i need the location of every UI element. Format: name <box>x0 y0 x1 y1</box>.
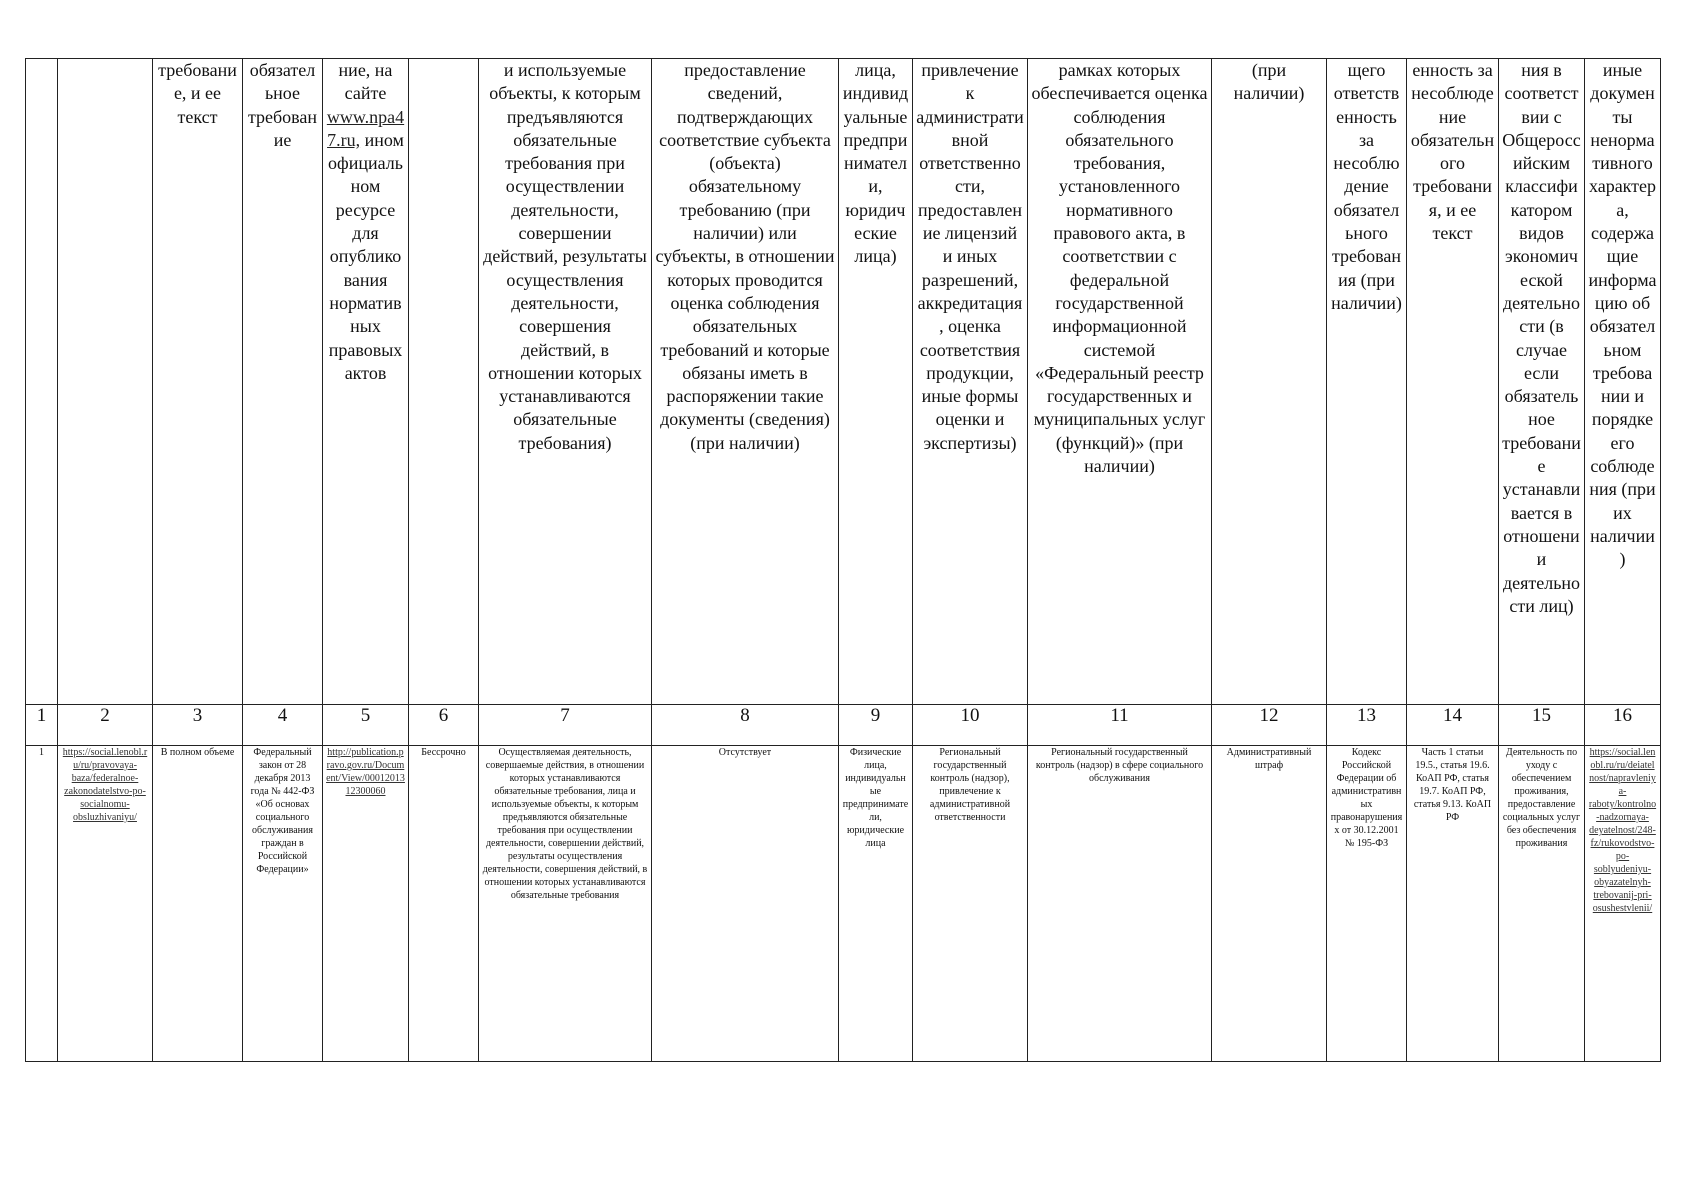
data-cell: Региональный государственный контроль (надзор), привлечение к административной ответственности <box>913 746 1028 1062</box>
npa47-link[interactable]: www.npa47.ru, <box>326 106 405 150</box>
column-number: 7 <box>479 705 652 746</box>
data-cell: Региональный государственный контроль (надзор) в сфере социального обслуживания <box>1028 746 1212 1062</box>
data-cell: Физические лица, индивидуальные предприниматели, юридические лица <box>839 746 913 1062</box>
column-number: 4 <box>243 705 323 746</box>
header-text: ином официальном ресурсе для опубликования нормативных правовых актов <box>328 129 404 383</box>
row-number: 1 <box>26 746 58 1062</box>
data-cell: Кодекс Российской Федерации об административных правонарушениях от 30.12.2001 № 195-ФЗ <box>1327 746 1407 1062</box>
table-row <box>26 746 1661 1062</box>
data-cell: Административный штраф <box>1212 746 1327 1062</box>
column-number: 6 <box>409 705 479 746</box>
header-cell <box>58 59 153 705</box>
column-number: 1 <box>26 705 58 746</box>
column-number: 9 <box>839 705 913 746</box>
column-number: 2 <box>58 705 153 746</box>
header-text: ние, на сайте <box>338 60 393 104</box>
requirements-table <box>25 58 1661 1062</box>
data-cell: В полном объеме <box>153 746 243 1062</box>
publication-pravo-link[interactable]: http://publication.pravo.gov.ru/Document/View/0001201312300060 <box>323 746 409 1062</box>
column-number: 11 <box>1028 705 1212 746</box>
header-cell: иные документы ненормативного характера, содержащие информацию об обязательном требовании и порядке его соблюдения (при их наличии) <box>1585 59 1661 705</box>
pravovaya-baza-link[interactable]: https://social.lenobl.ru/ru/pravovaya-baza/federalnoe-zakonodatelstvo-po-socialnomu-obsluzhivaniyu/ <box>58 746 153 1062</box>
header-cell: привлечение к административной ответственности, предоставление лицензий и иных разрешений, аккредитация, оценка соответствия продукции, иные формы оценки и экспертизы) <box>913 59 1028 705</box>
header-cell: (при наличии) <box>1212 59 1327 705</box>
header-cell: обязательное требование <box>243 59 323 705</box>
column-number: 12 <box>1212 705 1327 746</box>
header-cell: и используемые объекты, к которым предъявляются обязательные требования при осуществлении деятельности, совершении действий, результаты осуществления деятельности, совершения действий, в отношении которых устанавливаются обязательные требования) <box>479 59 652 705</box>
column-number: 10 <box>913 705 1028 746</box>
header-cell: енность за несоблюдение обязательного требования, и ее текст <box>1407 59 1499 705</box>
column-number: 14 <box>1407 705 1499 746</box>
data-cell: Осуществляемая деятельность, совершаемые действия, в отношении которых устанавливаются обязательные требования, лица и используемые объекты, к которым предъявляются обязательные требования при осуществлении деятельности, совершении действий, результаты осуществления деятельности, совершения действий, в отношении которых устанавливаются обязательные требования <box>479 746 652 1062</box>
header-cell: требование, и ее текст <box>153 59 243 705</box>
header-cell: ния в соответствии с Общероссийским классификатором видов экономической деятельности (в случае если обязательное требование устанавливается в отношении деятельности лиц) <box>1499 59 1585 705</box>
header-cell: предоставление сведений, подтверждающих соответствие субъекта (объекта) обязательному требованию (при наличии) или субъекты, в отношении которых проводится оценка соблюдения обязательных требований и которые обязаны иметь в распоряжении такие документы (сведения) (при наличии) <box>652 59 839 705</box>
header-row <box>26 59 1661 705</box>
header-cell: лица, индивидуальные предприниматели, юридические лица) <box>839 59 913 705</box>
data-cell: Бессрочно <box>409 746 479 1062</box>
column-number: 8 <box>652 705 839 746</box>
column-number: 15 <box>1499 705 1585 746</box>
header-cell-npa-site <box>323 59 409 705</box>
header-cell <box>409 59 479 705</box>
column-number: 3 <box>153 705 243 746</box>
data-cell: Часть 1 статьи 19.5., статья 19.6. КоАП РФ, статья 19.7. КоАП РФ, статья 9.13. КоАП РФ <box>1407 746 1499 1062</box>
column-number: 5 <box>323 705 409 746</box>
data-cell: Отсутствует <box>652 746 839 1062</box>
column-number-row <box>26 705 1661 746</box>
data-cell: Деятельность по уходу с обеспечением проживания, предоставление социальных услуг без обеспечения проживания <box>1499 746 1585 1062</box>
data-cell: Федеральный закон от 28 декабря 2013 года № 442-ФЗ «Об основах социального обслуживания граждан в Российской Федерации» <box>243 746 323 1062</box>
header-cell <box>26 59 58 705</box>
header-cell: рамках которых обеспечивается оценка соблюдения обязательного требования, установленного нормативного правового акта, в соответствии с федеральной государственной информационной системой «Федеральный реестр государственных и муниципальных услуг (функций)» (при наличии) <box>1028 59 1212 705</box>
guidance-link[interactable]: https://social.lenobl.ru/ru/deiatelnost/napravleniya-raboty/kontrolno-nadzornaya-deyatelnost/248-fz/rukovodstvo-po-soblyudeniyu-obyazatelnyh-trebovanij-pri-osushestvlenii/ <box>1585 746 1661 1062</box>
column-number: 16 <box>1585 705 1661 746</box>
column-number: 13 <box>1327 705 1407 746</box>
header-cell: щего ответственность за несоблюдение обязательного требования (при наличии) <box>1327 59 1407 705</box>
